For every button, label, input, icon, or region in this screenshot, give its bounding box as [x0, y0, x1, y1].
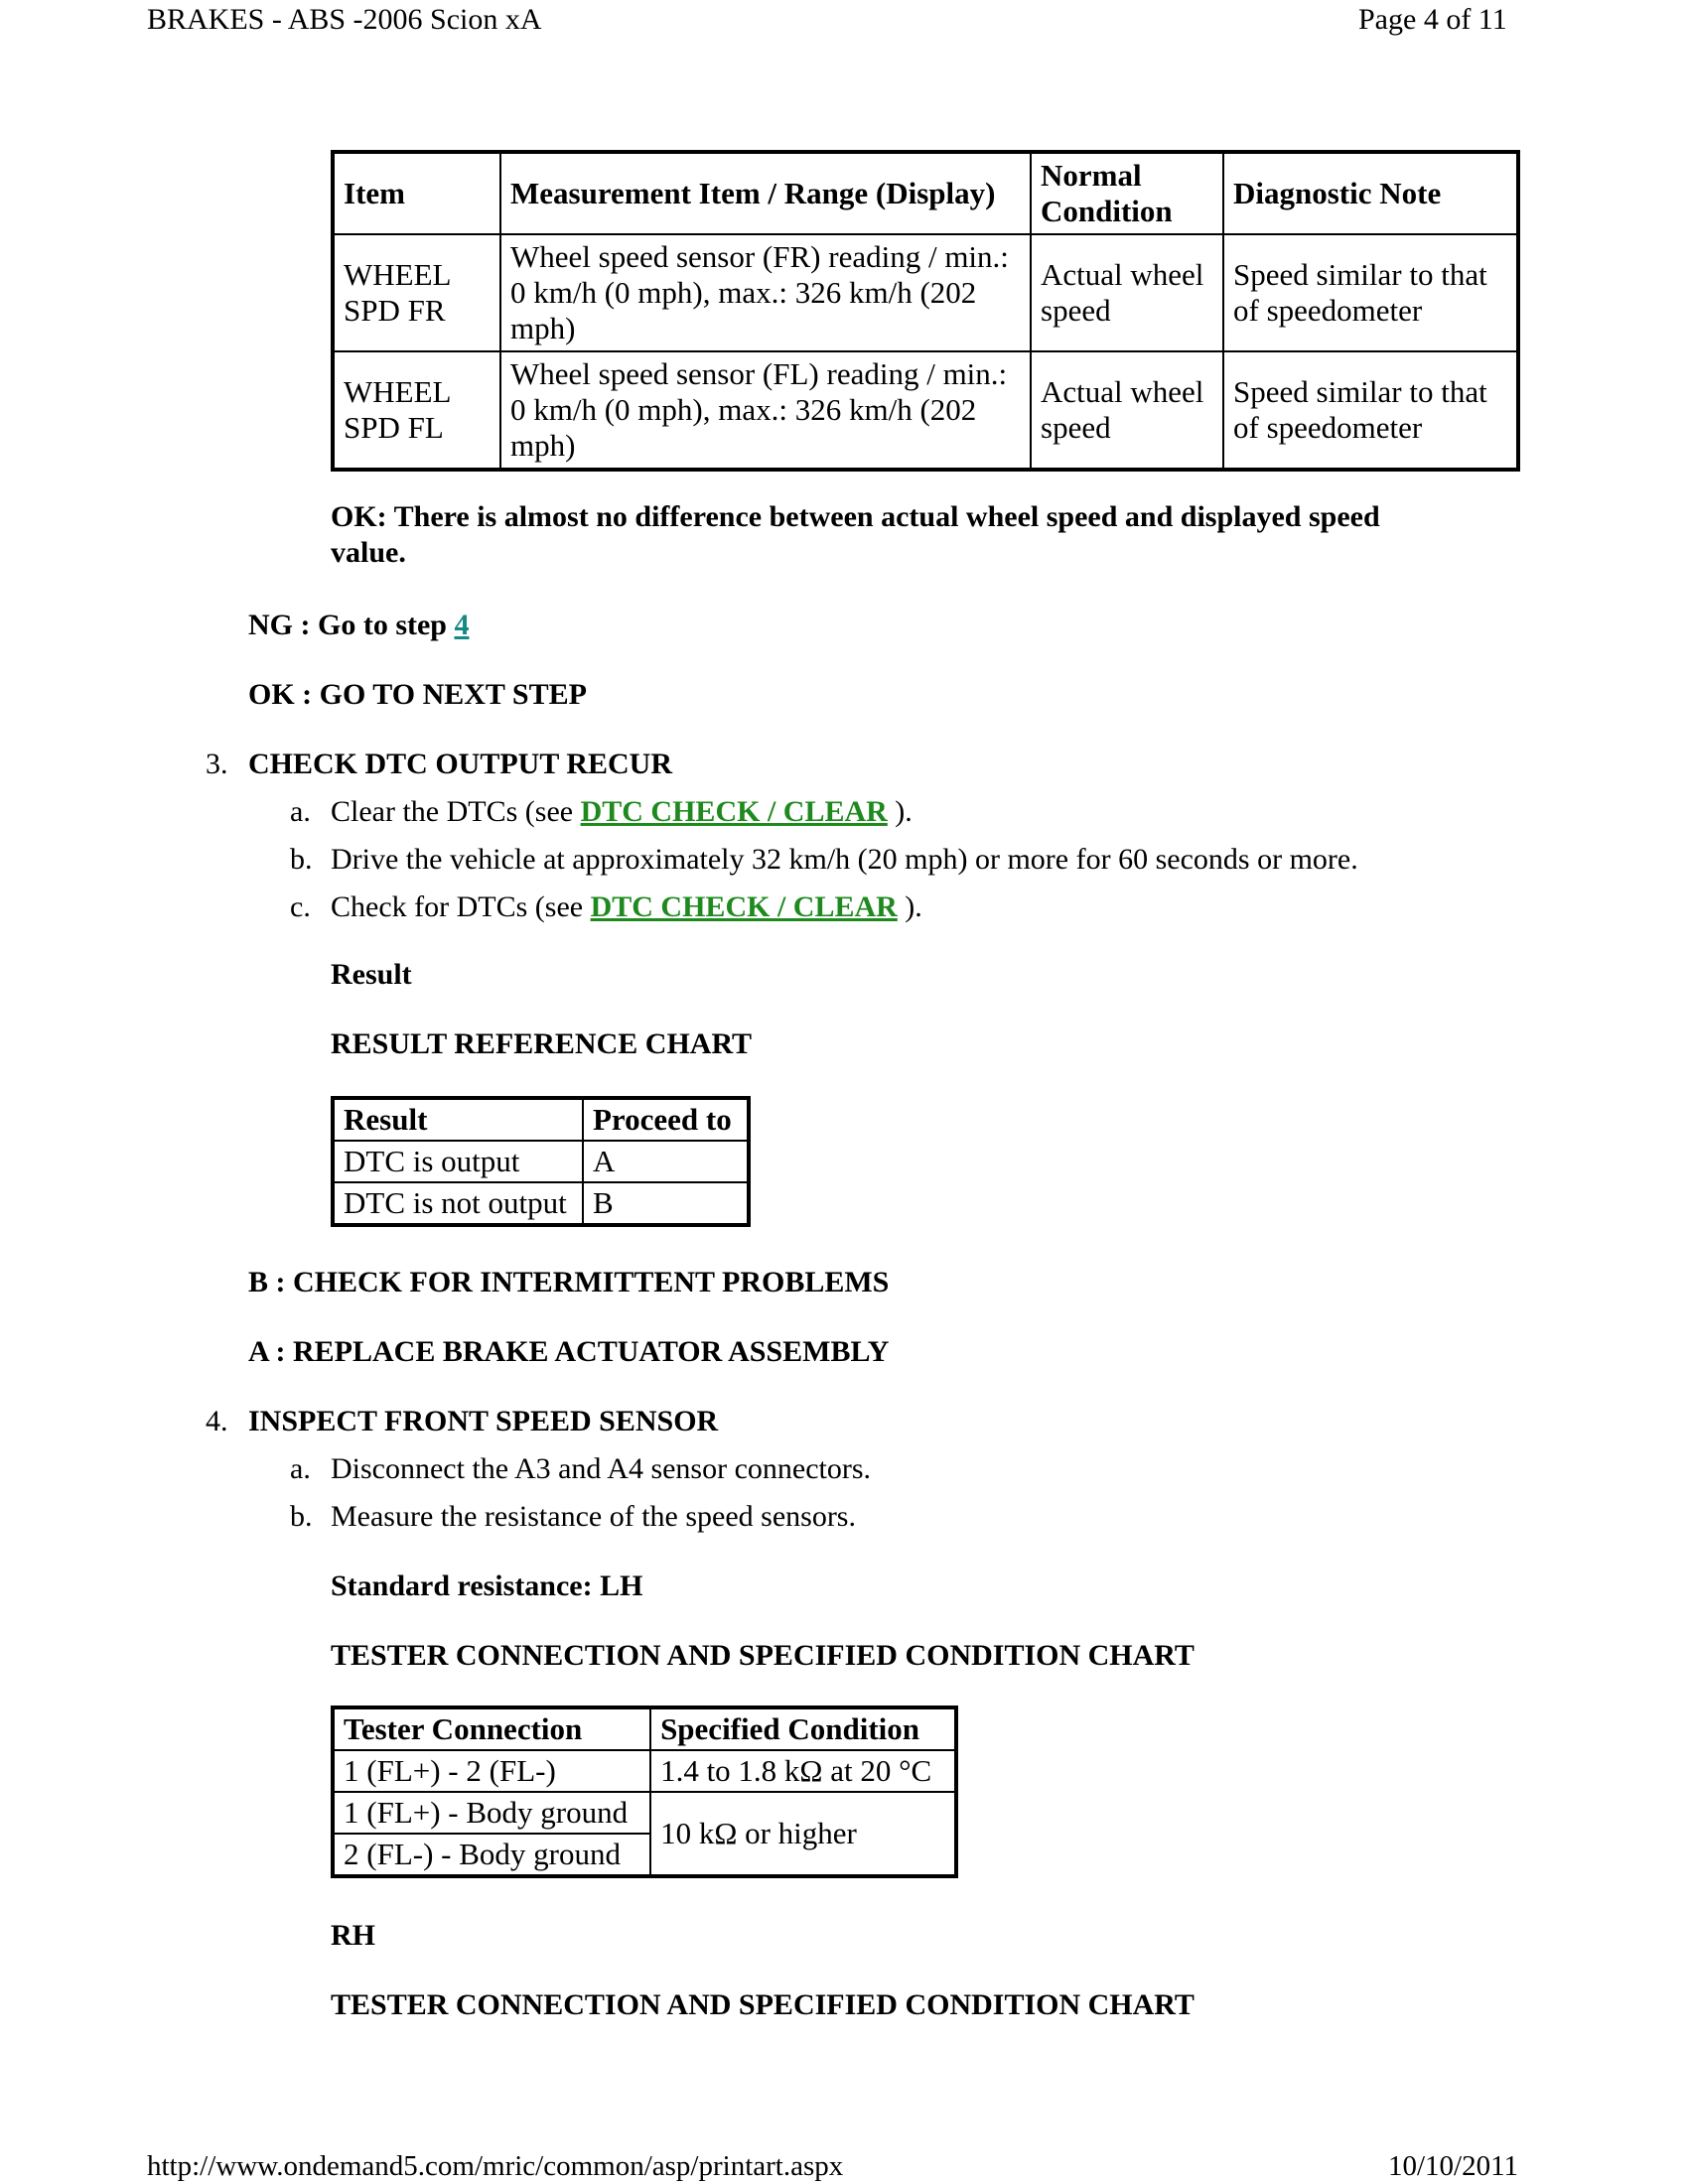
table-header-row: [333, 152, 1518, 234]
column-header: Item: [333, 152, 500, 234]
table-cell: Wheel speed sensor (FR) reading / min.: 0 km/h (0 mph), max.: 326 km/h (202 mph): [500, 234, 1031, 351]
table-cell: 2 (FL-) - Body ground: [333, 1834, 650, 1876]
step-3b-marker: b.: [290, 843, 313, 876]
b-action: B : CHECK FOR INTERMITTENT PROBLEMS: [248, 1266, 890, 1298]
step-4-link[interactable]: 4: [454, 609, 470, 641]
column-header: Measurement Item / Range (Display): [500, 152, 1031, 234]
table-cell: Speed similar to that of speedometer: [1223, 234, 1518, 351]
step-3c-pre: Check for DTCs (see: [331, 890, 591, 923]
ok-note-line1: OK: There is almost no difference between actual wheel speed and displayed speed: [331, 500, 1380, 533]
table-row: [333, 234, 1518, 351]
tester-chart-title-lh: TESTER CONNECTION AND SPECIFIED CONDITION CHART: [331, 1639, 1195, 1672]
table-cell: WHEEL SPD FR: [333, 234, 500, 351]
measurement-table: [331, 150, 1520, 472]
table-cell: WHEEL SPD FL: [333, 351, 500, 470]
table-cell: 1 (FL+) - Body ground: [333, 1792, 650, 1834]
standard-resistance-lh: Standard resistance: LH: [331, 1570, 643, 1602]
column-header: Proceed to: [583, 1098, 749, 1141]
table-cell: DTC is output: [333, 1141, 583, 1182]
step-3-number: 3.: [206, 748, 228, 780]
dtc-check-clear-link[interactable]: DTC CHECK / CLEAR: [590, 890, 898, 923]
dtc-check-clear-link[interactable]: DTC CHECK / CLEAR: [580, 795, 888, 828]
step-3a-text: [331, 794, 913, 830]
table-cell: 1 (FL+) - 2 (FL-): [333, 1750, 650, 1792]
result-label: Result: [331, 958, 412, 991]
table-cell: Wheel speed sensor (FL) reading / min.: 0 km/h (0 mph), max.: 326 km/h (202 mph): [500, 351, 1031, 470]
footer-url: http://www.ondemand5.com/mric/common/asp/printart.aspx: [147, 2150, 844, 2182]
table-row: [333, 1141, 749, 1182]
table-row: [333, 1792, 956, 1834]
step-3-title: CHECK DTC OUTPUT RECUR: [248, 748, 672, 780]
step-4-title: INSPECT FRONT SPEED SENSOR: [248, 1405, 719, 1437]
column-header: Diagnostic Note: [1223, 152, 1518, 234]
step-3a-pre: Clear the DTCs (see: [331, 795, 581, 828]
ok-note-line2: value.: [331, 536, 406, 569]
tester-connection-table: [331, 1706, 958, 1878]
table-cell: A: [583, 1141, 749, 1182]
ng-line: [248, 608, 469, 643]
step-4a-marker: a.: [290, 1452, 311, 1485]
ng-label: NG : Go to step: [248, 609, 455, 641]
table-cell: 1.4 to 1.8 kΩ at 20 °C: [650, 1750, 956, 1792]
ok-next-step: OK : GO TO NEXT STEP: [248, 678, 587, 711]
a-action: A : REPLACE BRAKE ACTUATOR ASSEMBLY: [248, 1335, 890, 1368]
rh-label: RH: [331, 1919, 375, 1952]
table-cell: DTC is not output: [333, 1182, 583, 1225]
table-header-row: [333, 1098, 749, 1141]
footer-date: 10/10/2011: [1388, 2150, 1519, 2182]
step-3a-post: ).: [887, 795, 913, 828]
step-4a-text: Disconnect the A3 and A4 sensor connectors.: [331, 1452, 872, 1485]
table-row: [333, 1750, 956, 1792]
header-title: BRAKES - ABS -2006 Scion xA: [147, 3, 542, 36]
table-cell: Actual wheel speed: [1031, 351, 1223, 470]
tester-chart-title-rh: TESTER CONNECTION AND SPECIFIED CONDITION CHART: [331, 1988, 1195, 2021]
column-header: Specified Condition: [650, 1707, 956, 1750]
step-4b-marker: b.: [290, 1500, 313, 1533]
column-header: Tester Connection: [333, 1707, 650, 1750]
page-number: Page 4 of 11: [1358, 3, 1507, 36]
result-reference-table: [331, 1096, 751, 1227]
table-row: [333, 351, 1518, 470]
step-3c-marker: c.: [290, 890, 311, 923]
table-row: [333, 1182, 749, 1225]
step-3c-post: ).: [897, 890, 922, 923]
step-3c-text: [331, 889, 922, 925]
column-header: Result: [333, 1098, 583, 1141]
table-cell: Actual wheel speed: [1031, 234, 1223, 351]
table-header-row: [333, 1707, 956, 1750]
table-cell: Speed similar to that of speedometer: [1223, 351, 1518, 470]
step-3a-marker: a.: [290, 795, 311, 828]
step-3b-text: Drive the vehicle at approximately 32 km/h (20 mph) or more for 60 seconds or more.: [331, 843, 1358, 876]
column-header: Normal Condition: [1031, 152, 1223, 234]
step-4b-text: Measure the resistance of the speed sensors.: [331, 1500, 856, 1533]
result-chart-title: RESULT REFERENCE CHART: [331, 1027, 753, 1060]
table-cell: B: [583, 1182, 749, 1225]
step-4-number: 4.: [206, 1405, 228, 1437]
table-cell: 10 kΩ or higher: [650, 1792, 956, 1876]
